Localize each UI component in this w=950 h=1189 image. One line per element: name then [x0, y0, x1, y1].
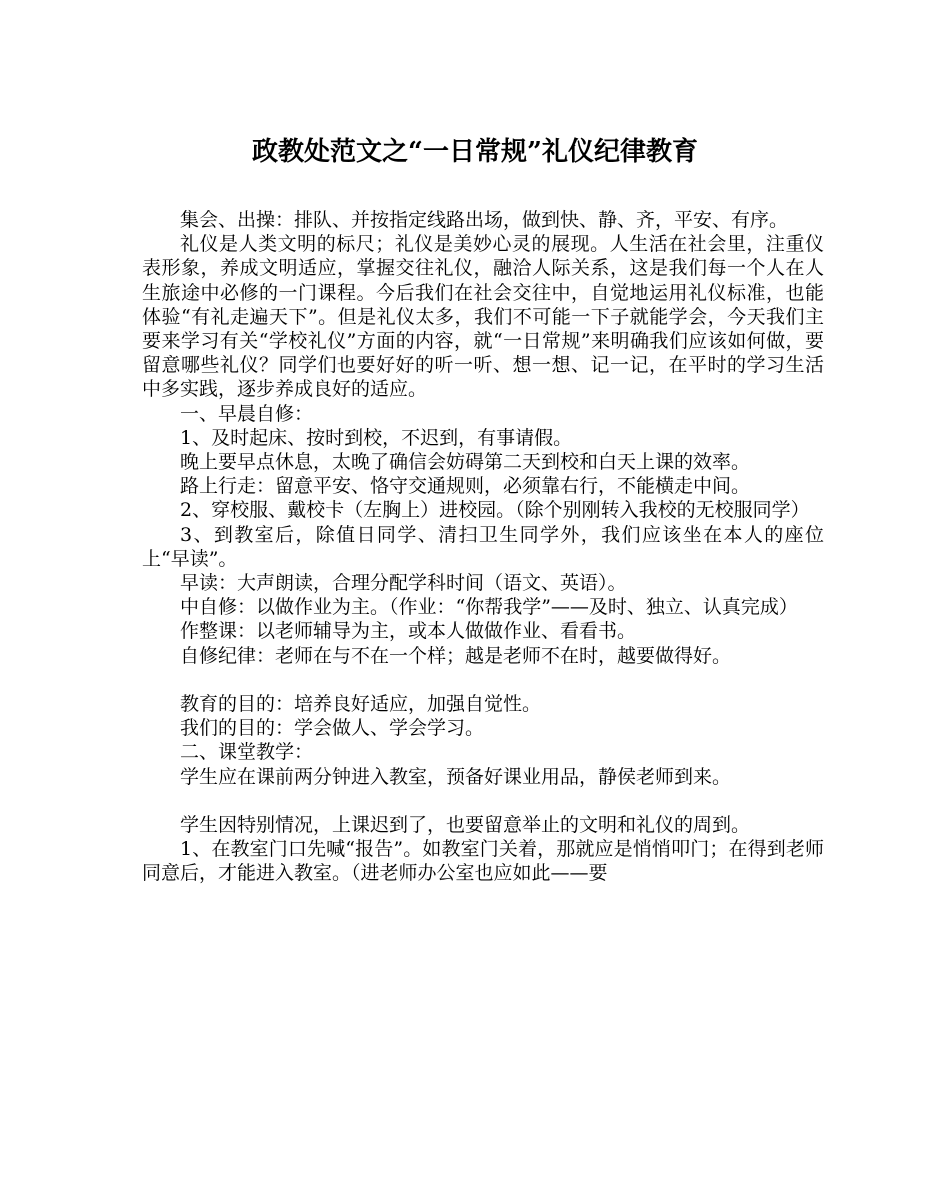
paragraph-road-walking: 路上行走：留意平安、恪守交通规则，必须靠右行，不能横走中间。	[180, 475, 751, 498]
document-body	[142, 208, 824, 886]
paragraph-before-class: 学生应在课前两分钟进入教室，预备好课业用品，静侯老师到来。	[180, 765, 732, 788]
section-heading-classroom: 二、课堂教学：	[180, 741, 314, 764]
paragraph-sleep-early: 晚上要早点休息，太晚了确信会妨碍第二天到校和白天上课的效率。	[180, 451, 751, 474]
paragraph-late-arrival: 学生因特别情况，上课迟到了，也要留意举止的文明和礼仪的周到。	[180, 814, 751, 837]
paragraph-item-2: 2、穿校服、戴校卡（左胸上）进校园。（除个别刚转入我校的无校服同学）	[180, 499, 810, 522]
paragraph-etiquette-intro: 礼仪是人类文明的标尺；礼仪是美妙心灵的展现。人生活在社会里，注重仪表形象，养成文明适应，掌握交往礼仪，融洽人际关系，这是我们每一个人在人生旅途中必修的一门课程。今后我们在社会交往中，自觉地运用礼仪标准，也能体验“有礼走遍天下”。但是礼仪太多，我们不可能一下子就能学会，今天我们主要来学习有关“学校礼仪”方面的内容，就“一日常规”来明确我们应该如何做，要留意哪些礼仪？同学们也要好好的听一听、想一想、记一记，在平时的学习生活中多实践，逐步养成良好的适应。	[142, 233, 824, 401]
paragraph-report-at-door: 1、在教室门口先喊“报告”。如教室门关着，那就应是悄悄叩门；在得到老师同意后，才能进入教室。（进老师办公室也应如此——要	[142, 838, 824, 885]
section-heading-morning-study: 一、早晨自修：	[180, 402, 314, 425]
paragraph-our-goal: 我们的目的：学会做人、学会学习。	[180, 717, 485, 740]
paragraph-education-goal: 教育的目的：培养良好适应，加强自觉性。	[180, 693, 542, 716]
paragraph-item-3: 3、到教室后，除值日同学、清扫卫生同学外，我们应该坐在本人的座位上“早读”。	[142, 523, 824, 570]
paragraph-study-discipline: 自修纪律：老师在与不在一个样；越是老师不在时，越要做得好。	[180, 644, 732, 667]
paragraph-assembly: 集会、出操：排队、并按指定线路出场，做到快、静、齐，平安、有序。	[180, 209, 789, 231]
paragraph-morning-reading: 早读：大声朗读，合理分配学科时间（语文、英语）。	[180, 572, 627, 595]
paragraph-study-class: 作整课：以老师辅导为主，或本人做做作业、看看书。	[180, 620, 637, 643]
document-title: 政教处范文之“一日常规”礼仪纪律教育	[252, 137, 698, 167]
paragraph-noon-study: 中自修：以做作业为主。（作业：“你帮我学”——及时、独立、认真完成）	[180, 596, 798, 619]
paragraph-item-1: 1、及时起床、按时到校，不迟到，有事请假。	[180, 426, 573, 449]
